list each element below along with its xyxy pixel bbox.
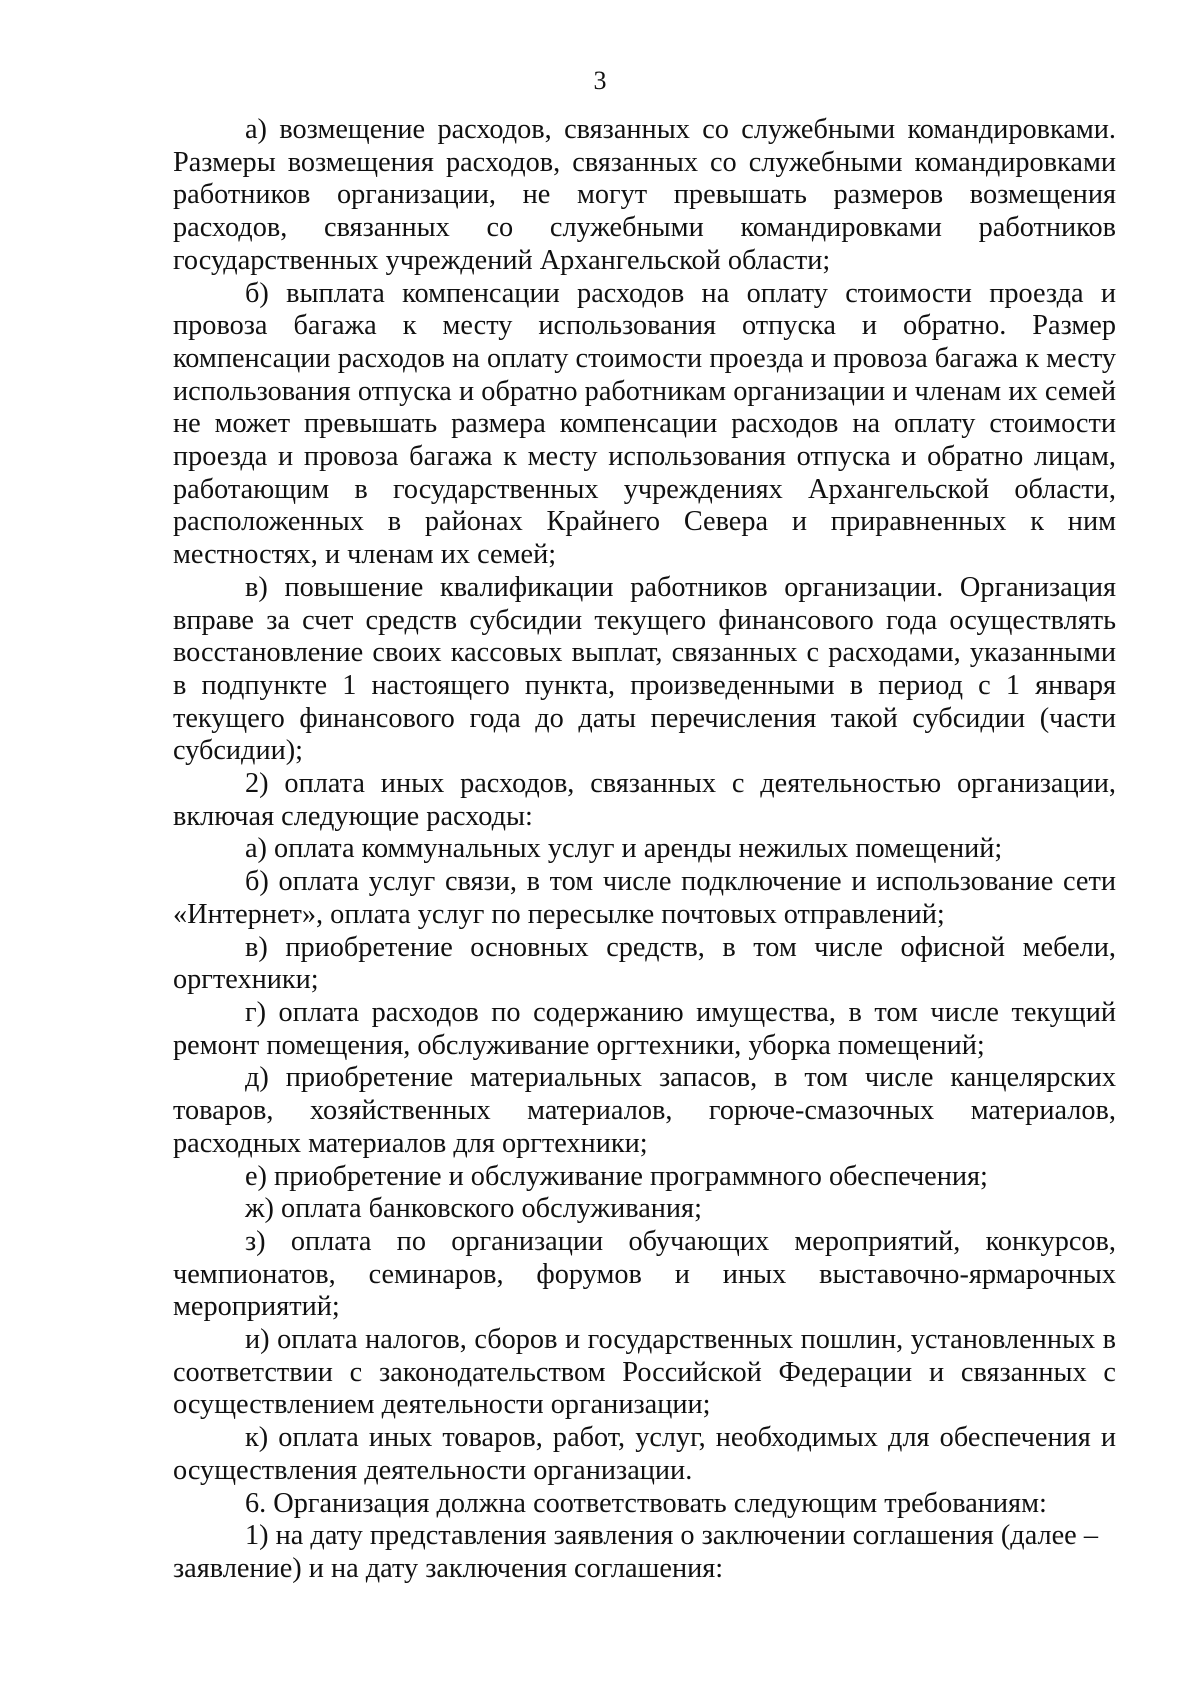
paragraph-1-application-date: 1) на дату представления заявления о заключении соглашения (далее – заявление) и на дату заключения соглашения: xyxy=(173,1520,1098,1584)
paragraph-2-other-expenses: 2) оплата иных расходов, связанных с деятельностью организации, включая следующие расходы: xyxy=(173,768,1116,832)
paragraph-b-communication-services: б) оплата услуг связи, в том числе подключение и использование сети «Интернет», оплата услуг по пересылке почтовых отправлений; xyxy=(173,866,1116,930)
paragraph-zh-banking-services: ж) оплата банковского обслуживания; xyxy=(245,1193,702,1225)
paragraph-i-taxes-fees: и) оплата налогов, сборов и государственных пошлин, установленных в соответствии с законодательством Российской Федерации и связанных с осуществлением деятельности организации; xyxy=(173,1324,1116,1421)
document-body xyxy=(173,114,1116,1586)
paragraph-a-travel-expenses: а) возмещение расходов, связанных со служебными командировками. Размеры возмещения расходов, связанных со служебными командировками работников организации, не могут превышать размеров возмещения расходов, связанных со служебными командировками работников государственных учреждений Архангельской области; xyxy=(173,114,1116,276)
page-number: 3 xyxy=(593,66,607,95)
paragraph-b-vacation-travel-compensation: б) выплата компенсации расходов на оплату стоимости проезда и провоза багажа к месту использования отпуска и обратно. Размер компенсации расходов на оплату стоимости проезда и провоза багажа к месту использования отпуска и обратно работникам организации и членам их семей не может превышать размера компенсации расходов на оплату стоимости проезда и провоза багажа к месту использования отпуска и обратно лицам, работающим в государственных учреждениях Архангельской области, расположенных в районах Крайнего Севера и приравненных к ним местностях, и членам их семей; xyxy=(173,277,1116,571)
paragraph-a-utilities-rent: а) оплата коммунальных услуг и аренды нежилых помещений; xyxy=(245,833,1003,865)
paragraph-k-other-goods-services: к) оплата иных товаров, работ, услуг, необходимых для обеспечения и осуществления деятельности организации. xyxy=(173,1422,1116,1486)
paragraph-6-organization-requirements: 6. Организация должна соответствовать следующим требованиям: xyxy=(245,1487,1047,1519)
paragraph-v-fixed-assets: в) приобретение основных средств, в том числе офисной мебели, оргтехники; xyxy=(173,931,1116,996)
paragraph-d-material-supplies: д) приобретение материальных запасов, в том числе канцелярских товаров, хозяйственных материалов, горюче-смазочных материалов, расходных материалов для оргтехники; xyxy=(173,1062,1116,1159)
paragraph-g-property-maintenance: г) оплата расходов по содержанию имущества, в том числе текущий ремонт помещения, обслуживание оргтехники, уборка помещений; xyxy=(173,996,1116,1061)
paragraph-z-training-events: з) оплата по организации обучающих мероприятий, конкурсов, чемпионатов, семинаров, форумов и иных выставочно-ярмарочных мероприятий; xyxy=(173,1225,1116,1323)
paragraph-e-software: е) приобретение и обслуживание программного обеспечения; xyxy=(245,1160,988,1192)
paragraph-v-staff-qualification: в) повышение квалификации работников организации. Организация вправе за счет средств субсидии текущего финансового года осуществлять восстановление своих кассовых выплат, связанных с расходами, указанными в подпункте 1 настоящего пункта, произведенными в период с 1 января текущего финансового года до даты перечисления такой субсидии (части субсидии); xyxy=(173,571,1116,767)
